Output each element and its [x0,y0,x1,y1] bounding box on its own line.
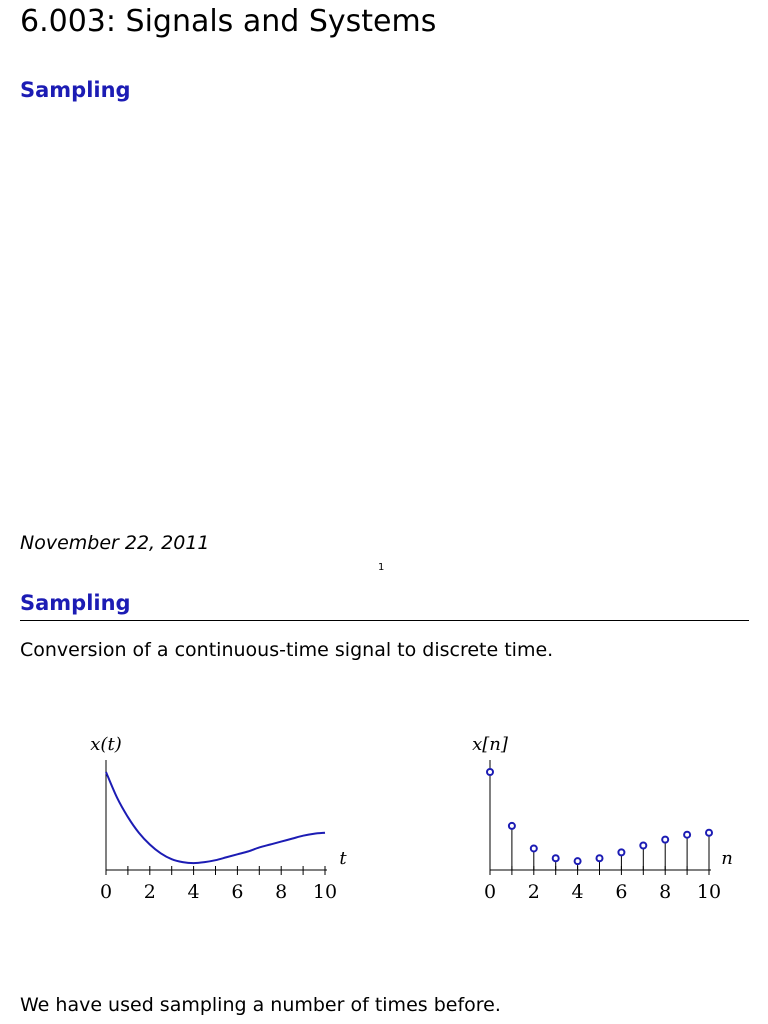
heading-divider [20,620,749,621]
x-tick-label: 0 [483,881,497,903]
slide-footer-text: We have used sampling a number of times before. [20,994,501,1016]
discrete-time-plot [384,690,768,920]
sample-point [487,769,493,775]
sample-point [662,837,668,843]
sample-point [640,843,646,849]
sample-point [575,858,581,864]
sample-point [618,849,624,855]
x-tick-label: 4 [571,881,584,903]
sample-point [531,845,537,851]
sample-point [509,823,515,829]
x-tick-label: 10 [696,881,722,903]
lecture-date: November 22, 2011 [20,532,210,554]
slide-heading: Sampling [20,591,131,615]
page-number: 1 [378,562,385,573]
x-tick-label: 8 [659,881,672,903]
x-tick-label: 6 [231,881,244,903]
x-axis-label: n [721,848,733,869]
sample-point [597,855,603,861]
y-axis-label: x[n] [472,734,508,755]
x-tick-label: 0 [99,881,113,903]
x-tick-label: 6 [615,881,628,903]
x-tick-label: 2 [143,881,156,903]
sample-point [553,855,559,861]
x-axis-label: t [339,848,347,869]
y-axis-label: x(t) [90,734,122,755]
slide-intro-text: Conversion of a continuous-time signal to discrete time. [20,639,554,661]
sample-point [684,832,690,838]
x-tick-label: 8 [275,881,288,903]
signal-curve [106,772,325,863]
sample-point [706,830,712,836]
continuous-time-plot [0,690,384,920]
page-subtitle: Sampling [20,78,131,102]
x-tick-label: 10 [312,881,338,903]
page-title: 6.003: Signals and Systems [20,4,437,39]
x-tick-label: 2 [527,881,540,903]
x-tick-label: 4 [187,881,200,903]
